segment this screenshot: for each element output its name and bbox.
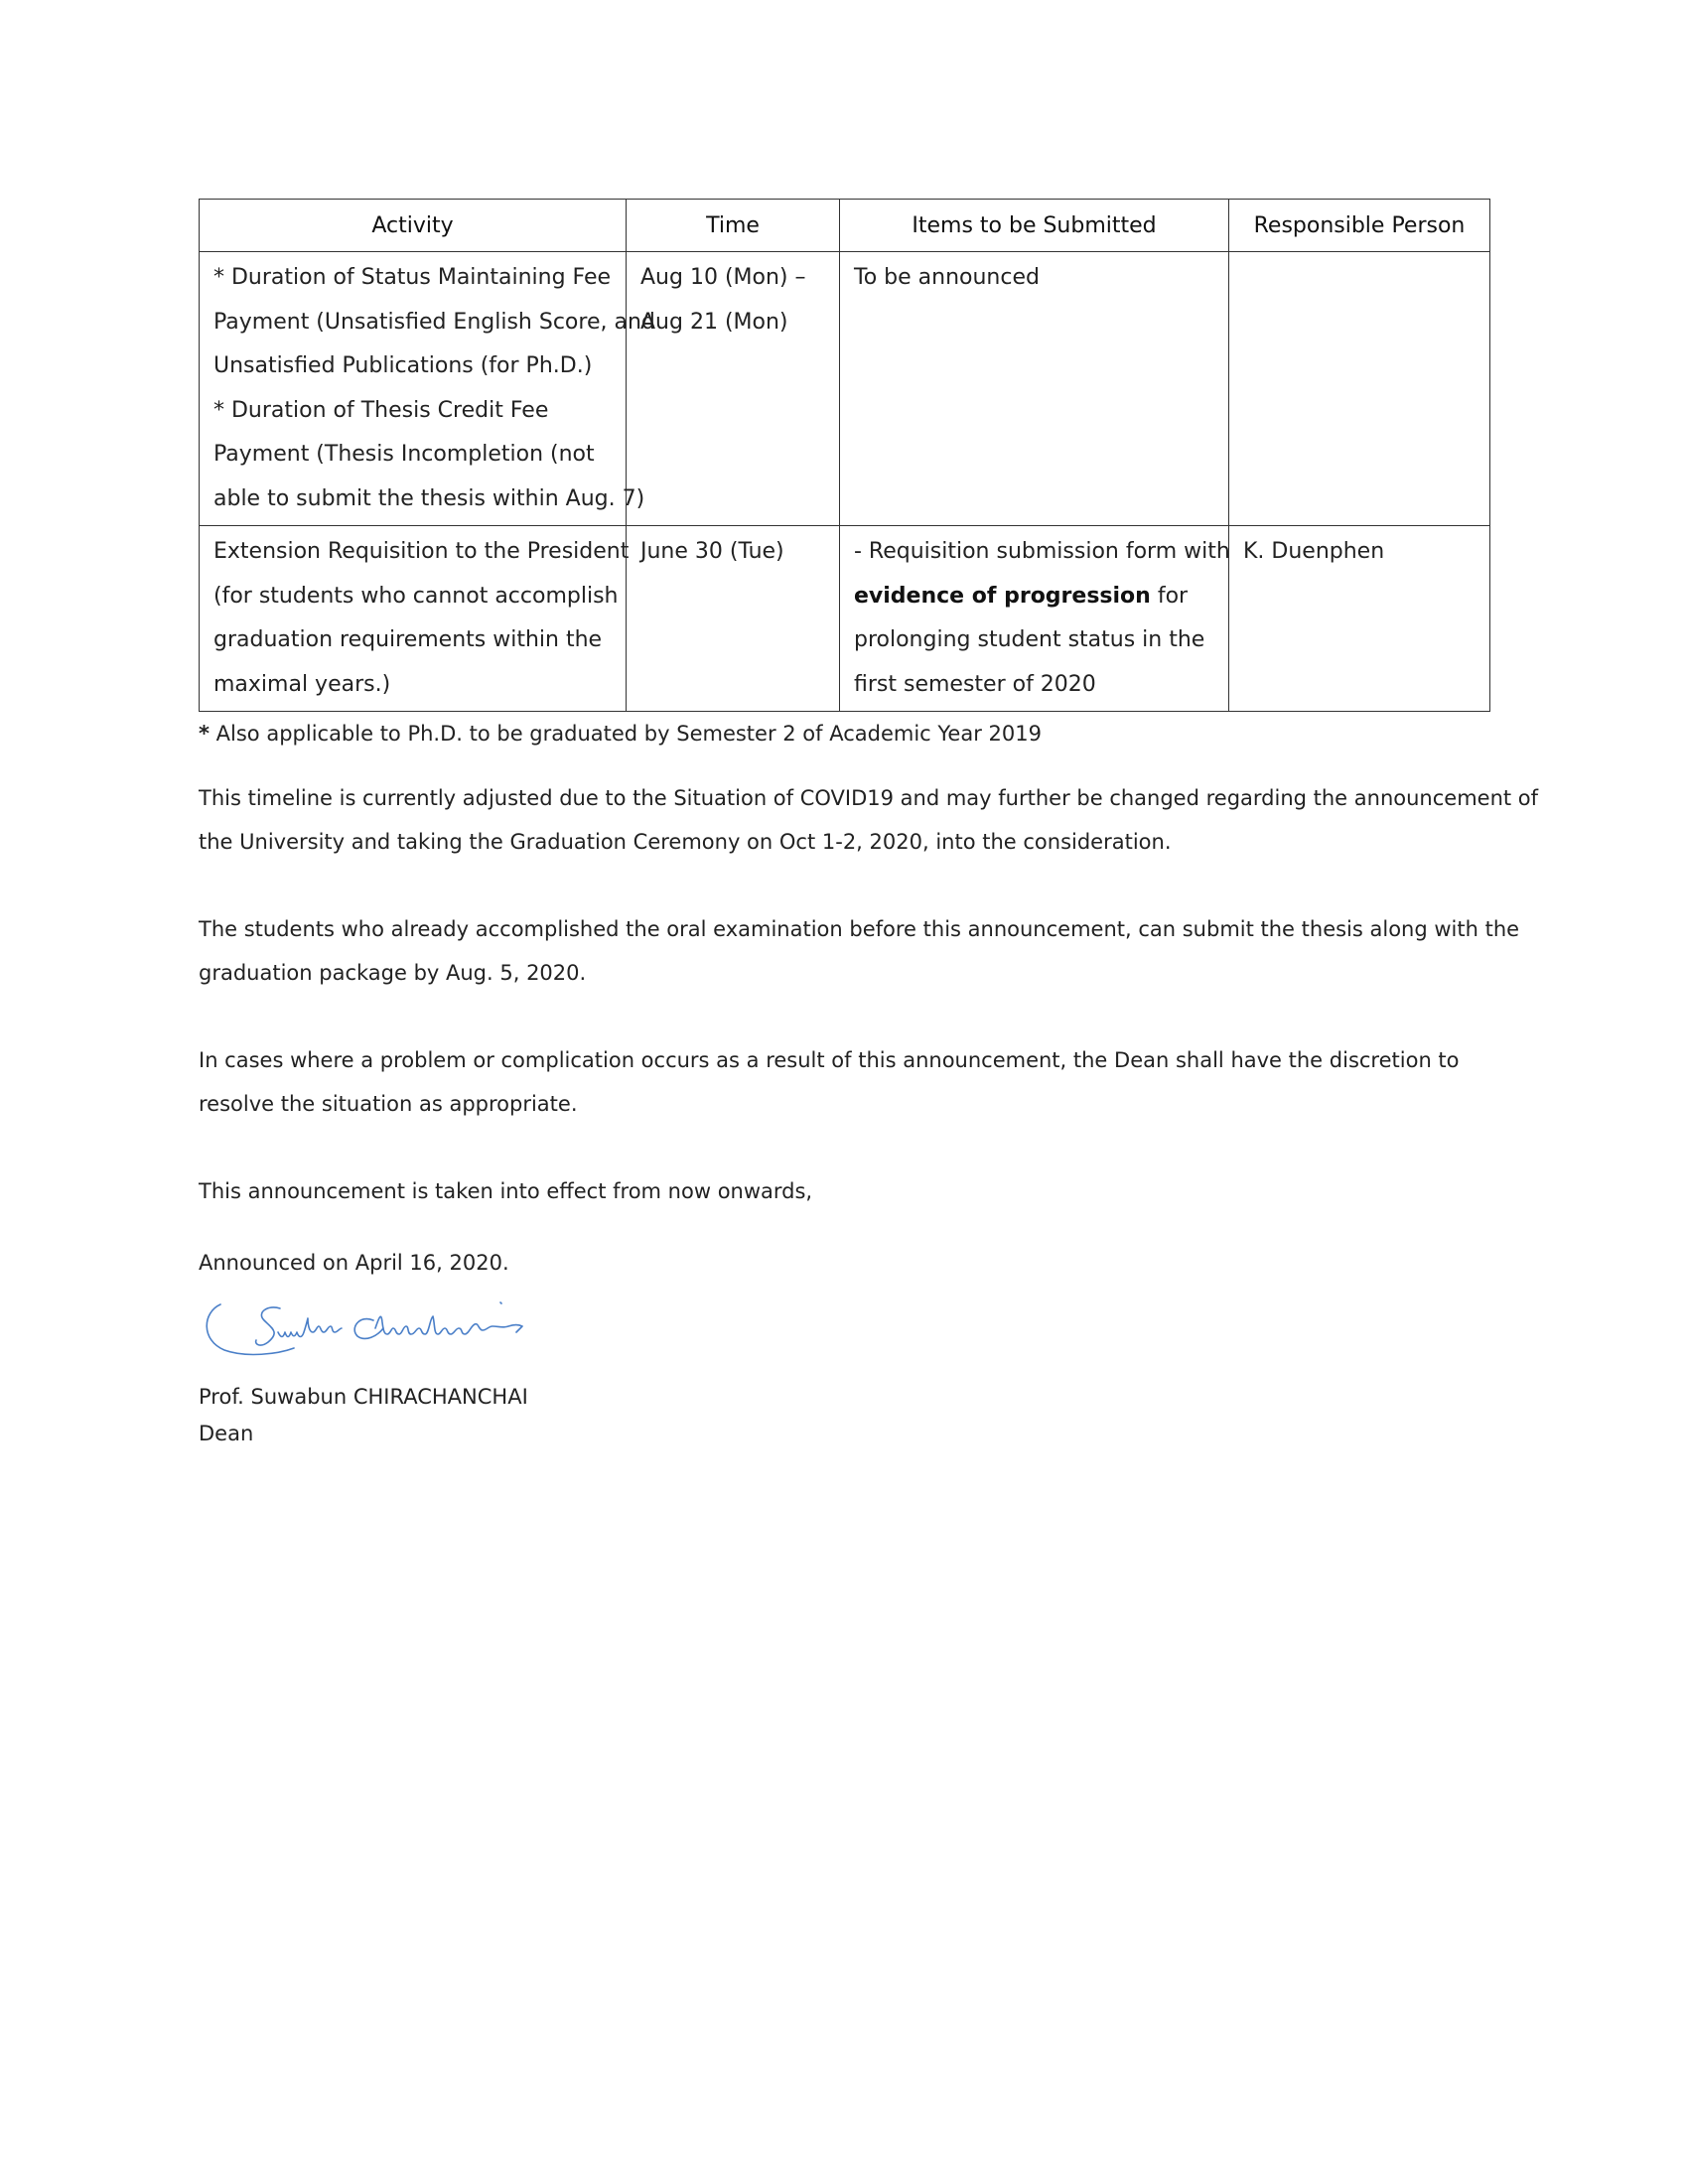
items-cell	[840, 526, 1229, 712]
person-name: K. Duenphen	[1243, 539, 1385, 564]
time-cell	[627, 252, 840, 526]
items-line	[854, 575, 1214, 619]
schedule-table	[199, 199, 1490, 712]
header-items: Items to be Submitted	[840, 200, 1229, 252]
header-responsible: Responsible Person	[1229, 200, 1490, 252]
paragraph-line: Announced on April 16, 2020.	[199, 1251, 509, 1275]
activity-line: Payment (Thesis Incompletion (not	[213, 442, 595, 467]
oral-exam-paragraph	[199, 907, 1519, 995]
activity-line: graduation requirements within the	[213, 627, 603, 652]
person-cell	[1229, 526, 1490, 712]
activity-line: * Duration of Status Maintaining Fee	[213, 265, 612, 290]
person-cell	[1229, 252, 1490, 526]
items-text: for	[1150, 583, 1189, 609]
dean-discretion-paragraph	[199, 1038, 1460, 1126]
time-line: Aug 21 (Mon)	[640, 309, 788, 335]
items-line: - Requisition submission form with	[854, 539, 1230, 564]
activity-cell	[200, 252, 655, 526]
activity-line: (for students who cannot accomplish	[213, 583, 619, 609]
items-line: To be announced	[854, 265, 1040, 290]
table-row	[200, 252, 1490, 526]
paragraph-line: In cases where a problem or complication occurs as a result of this announcement, the Dean shall have the discretion to	[199, 1048, 1460, 1072]
document-page	[199, 199, 1539, 1445]
paragraph-line: graduation package by Aug. 5, 2020.	[199, 961, 587, 985]
time-cell	[627, 526, 840, 712]
covid-paragraph	[199, 776, 1538, 864]
paragraph-line: This announcement is taken into effect from now onwards,	[199, 1179, 813, 1203]
activity-line: Unsatisfied Publications (for Ph.D.)	[213, 353, 593, 378]
paragraph-line: the University and taking the Graduation Ceremony on Oct 1-2, 2020, into the consideration.	[199, 830, 1172, 854]
activity-line: Payment (Unsatisfied English Score, and	[213, 309, 655, 335]
paragraph-line: resolve the situation as appropriate.	[199, 1092, 578, 1116]
activity-line: Extension Requisition to the President	[213, 539, 630, 564]
paragraph-line: The students who already accomplished the oral examination before this announcement, can submit the thesis along with the	[199, 917, 1520, 941]
announced-date	[199, 1241, 509, 1285]
table-header-row	[200, 200, 1490, 252]
time-line: June 30 (Tue)	[640, 539, 784, 564]
header-time: Time	[627, 200, 840, 252]
header-activity: Activity	[200, 200, 627, 252]
table-row	[200, 526, 1490, 712]
signature-image	[199, 1298, 536, 1362]
activity-line: * Duration of Thesis Credit Fee	[213, 397, 549, 423]
items-cell	[840, 252, 1229, 526]
signatory-name: Prof. Suwabun CHIRACHANCHAI	[199, 1385, 528, 1409]
paragraph-line: This timeline is currently adjusted due to the Situation of COVID19 and may further be changed regarding the announcement of	[199, 786, 1539, 810]
footnote-text: Also applicable to Ph.D. to be graduated by Semester 2 of Academic Year 2019	[209, 722, 1042, 746]
activity-line: able to submit the thesis within Aug. 7)	[213, 485, 645, 511]
activity-cell	[200, 526, 630, 712]
table-footnote	[199, 718, 1489, 750]
items-line: first semester of 2020	[854, 671, 1096, 697]
effect-paragraph	[199, 1169, 812, 1213]
activity-line: maximal years.)	[213, 671, 391, 697]
emphasis-text: evidence of progression	[854, 583, 1151, 609]
time-line: Aug 10 (Mon) –	[640, 265, 806, 290]
items-line: prolonging student status in the	[854, 627, 1205, 652]
footnote-star: *	[199, 722, 210, 746]
signatory-role: Dean	[199, 1422, 254, 1445]
